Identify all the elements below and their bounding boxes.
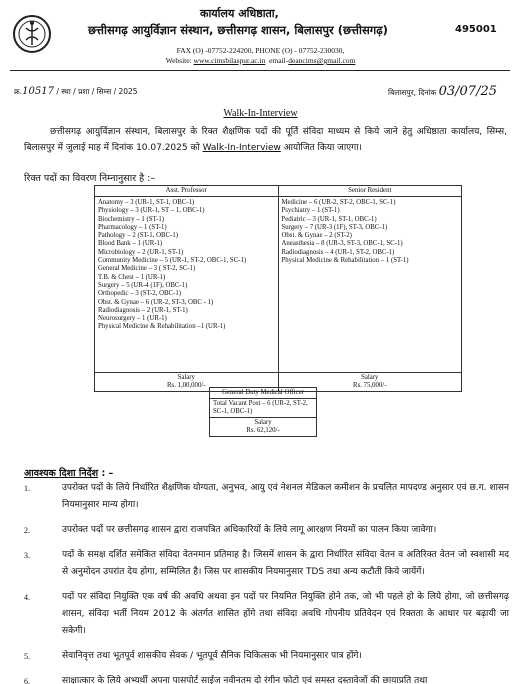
- gdmo-title: General Duty Medical Officer: [210, 388, 317, 399]
- guideline-item: [24, 673, 509, 684]
- guidelines-heading: [24, 466, 113, 479]
- list-item: Radiodiagnosis – 4 (UR-1, ST-2, OBC-1): [281, 248, 395, 256]
- asst-professor-salary: Rs. 1,00,000/-: [166, 382, 206, 389]
- list-item: Obst. & Gynae – 6 (UR-2, ST-3, OBC - 1): [98, 298, 214, 306]
- list-item: Obst. & Gynae – 2 (ST-2): [281, 232, 352, 240]
- email-link[interactable]: deancims@gmail.com: [288, 56, 356, 65]
- list-item: Radiodiagnosis – 2 (UR-1, ST-1): [98, 306, 188, 314]
- office-title: कार्यालय अधिष्ठाता,: [200, 7, 279, 20]
- list-item: Blood Bank – 1 (UR-1): [98, 240, 163, 248]
- list-item: Pharmacology – 1 (ST-1): [98, 223, 167, 231]
- column-header-asst-professor: Asst. Professor: [95, 186, 279, 197]
- gdmo-salary: Rs. 62,120/-: [246, 427, 280, 434]
- guideline-text: साक्षात्कार के लिये अभ्यर्थी अपना पासपोर्ट साईज नवीनतम दो रंगीन फोटो एवं समस्त दस्तावेजों की छायाप्रति तथा: [62, 676, 428, 684]
- list-item: Pathology – 2 (ST-1, OBC-1): [98, 232, 178, 240]
- list-item: Community Medicine – 5 (UR-1, ST-2, OBC-1, SC-1): [98, 257, 247, 265]
- list-item: Orthopedic – 3 (ST-2, OBC-1): [98, 290, 182, 298]
- guideline-item: [24, 547, 509, 581]
- header-divider: [10, 70, 510, 71]
- ref-handwritten-number: 10517: [22, 86, 54, 97]
- date-label: बिलासपुर, दिनांक: [388, 88, 437, 97]
- guidelines-list: [24, 480, 509, 684]
- senior-resident-list: [278, 197, 462, 373]
- list-item: Aneasthesia – 8 (UR-3, ST-3, OBC-1, SC-1): [281, 240, 403, 248]
- guideline-item: [24, 480, 509, 514]
- salary-label: Salary: [361, 374, 379, 381]
- website-link[interactable]: www.cimsbilaspur.ac.in: [193, 56, 266, 65]
- guideline-item: [24, 522, 509, 539]
- contact-line: FAX (O) -07752-224200, PHONE (O) - 07752-230030,: [176, 46, 345, 55]
- salary-label: Salary: [254, 419, 272, 426]
- list-item: Physiology – 3 (UR-1, ST – 1, OBC-1): [98, 207, 205, 215]
- list-item: Biochemistry – 1 (ST-1): [98, 215, 165, 223]
- reference-number: [14, 86, 138, 97]
- guideline-text: सेवानिवृत्त तथा भूतपूर्व शासकीय सेवक / भूतपूर्व सैनिक चिकित्सक भी नियमानुसार पात्र होंगे।: [62, 651, 362, 661]
- list-item: Physical Medicine & Rehabilitation – 1 (ST-1): [281, 257, 409, 265]
- guideline-number: 6.: [24, 677, 30, 684]
- institute-name: छत्तीसगढ़ आयुर्विज्ञान संस्थान, छत्तीसगढ़ शासन, बिलासपुर (छत्तीसगढ़): [88, 23, 388, 37]
- guidelines-heading-text: आवश्यक दिशा निर्देश: [24, 468, 99, 479]
- notice-title: Walk-In-Interview: [223, 108, 298, 119]
- guideline-text: पदों पर संविदा नियुक्ति एक वर्ष की अवधि अथवा इन पदों पर नियमित नियुक्ति होने तक, जो भी पहले हो के लिये होगा, जो छत्तीसगढ़ शासन, संविदा भर्ती नियम 2012 के अंतर्गत शासित होंगे तथा संविदा अवधि गोपनीय प्रतिवेदन एवं रिक्तता के आधार पर बढ़ायी जा सकेगी।: [62, 592, 509, 636]
- asst-professor-list: [95, 197, 279, 373]
- pincode: 495001: [455, 24, 497, 35]
- salary-label: Salary: [177, 374, 195, 381]
- ref-suffix: / स्था / प्रशा / सिम्स / 2025: [56, 87, 138, 96]
- guideline-text: उपरोक्त पदों पर छत्तीसगढ़ शासन द्वारा राजपत्रित अधिकारियों के लिये लागू आरक्षण नियमों का पालन किया जावेगा।: [62, 525, 437, 535]
- intro-paragraph: [24, 124, 507, 156]
- guideline-number: 2.: [24, 526, 30, 535]
- intro-text-before: छत्तीसगढ़ आयुर्विज्ञान संस्थान, बिलासपुर के रिक्त शैक्षणिक पदों की पूर्ति संविदा माध्यम से किये जाने हेतु अधिष्ठाता कार्यालय, सिम्स, बिलासपुर में जुलाई माह में दिनांक 10.07.2025 को: [24, 127, 507, 153]
- guidelines-heading-suffix: : –: [101, 468, 114, 479]
- guideline-text: उपरोक्त पदों के लिये निर्धारित शैक्षणिक योग्यता, अनुभव, आयु एवं नेशनल मेडिकल कमीशन के प्रचलित मापदण्ड अनुसार एवं छ.ग. शासन नियमानुसार मान्य होगा।: [62, 483, 509, 510]
- date-field: [388, 84, 497, 99]
- list-item: Surgery – 5 (UR-4 (1F), OBC-1): [98, 281, 188, 289]
- guideline-number: 5.: [24, 652, 30, 661]
- ref-prefix: क्र.: [14, 87, 23, 96]
- guideline-number: 3.: [24, 551, 30, 560]
- intro-highlight: Walk-In-Interview: [202, 143, 281, 153]
- list-item: Psychiatry – 1 (ST-1): [281, 207, 340, 215]
- date-handwritten: 03/07/25: [438, 84, 497, 99]
- senior-resident-salary: Rs. 75,000/-: [353, 382, 387, 389]
- list-item: Microbiology – 2 (UR-1, ST-1): [98, 248, 184, 256]
- list-item: Physical Medicine & Rehabilitation –1 (UR-1): [98, 323, 226, 331]
- guideline-number: 4.: [24, 593, 30, 602]
- list-item: Neurosurgery – 1 (UR-1): [98, 315, 167, 323]
- intro-text-after: आयोजित किया जाएगा।: [283, 143, 362, 153]
- list-item: Anatomy – 3 (UR-1, ST-1, OBC-1): [98, 199, 195, 206]
- guideline-text: पदों के समक्ष दर्शित समेकित संविदा वेतनमान प्रतिमाह है। जिसमें शासन के द्वारा निर्धारित संविदा वेतन व अतिरिक्त वेतन जो स्वशासी मद से अनुमोदन उपरांत देय होगा, सम्मिलित है। जिस पर शासकीय नियमानुसार TDS तथा अन्य कटौती किये जायेंगें।: [62, 550, 509, 577]
- gdmo-table: [209, 387, 317, 437]
- posts-table: [94, 185, 462, 392]
- list-item: General Medicine – 3 ( ST-2, SC-1): [98, 265, 196, 273]
- gdmo-posts: Total Vacant Post – 6 (UR-2, ST-2, SC-1, OBC-1): [210, 399, 317, 418]
- list-item: T.B. & Chest – 1 (UR-1): [98, 273, 166, 281]
- list-item: Medicine – 6 (UR-2, ST-2, OBC-1, SC-1): [281, 199, 396, 206]
- website-label: Website:: [165, 56, 192, 65]
- column-header-senior-resident: Senior Resident: [278, 186, 462, 197]
- email-label: email-: [269, 56, 289, 65]
- vacancy-heading: रिक्त पदों का विवरण निम्नानुसार है :–: [24, 173, 156, 184]
- gdmo-salary-cell: [210, 418, 317, 437]
- list-item: Pediatric – 3 (UR-1, ST-1, OBC-1): [281, 215, 377, 223]
- guideline-item: [24, 648, 509, 665]
- list-item: Surgery – 7 (UR-3 (1F), ST-3, OBC-1): [281, 223, 388, 231]
- guideline-number: 1.: [24, 484, 30, 493]
- guideline-item: [24, 589, 509, 640]
- web-email-line: [0, 56, 521, 65]
